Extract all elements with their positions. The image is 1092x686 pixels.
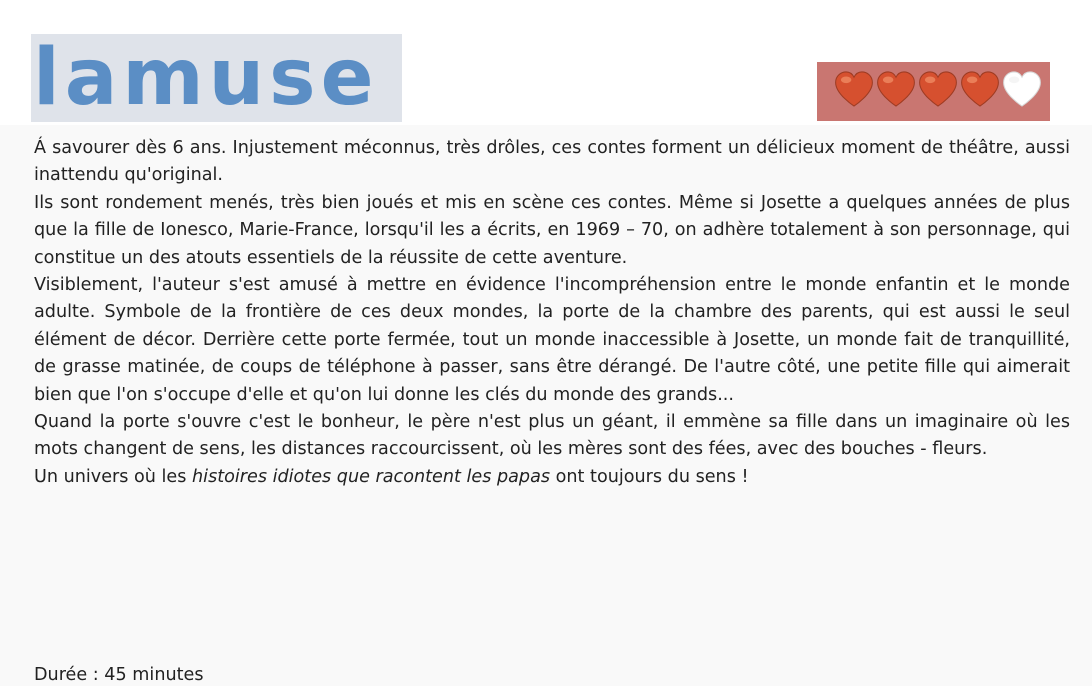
heart-filled-icon [917,68,959,110]
review-paragraph-4: Quand la porte s'ouvre c'est le bonheur, le père n'est plus un géant, il emmène sa fille dans un imaginaire où les mots changent de sens, les distances raccourcissent, où les mères sont des fées, avec des bouches - fleurs. [34,412,1070,460]
review-text [34,135,1070,491]
review-paragraph-5 [34,464,1070,491]
review-truncated-line: Durée : 45 minutes [34,665,204,685]
heart-empty-icon [1001,68,1043,110]
review-paragraph-3: Visiblement, l'auteur s'est amusé à mettre en évidence l'incompréhension entre le monde enfantin et le monde adulte. Symbole de la frontière de ces deux mondes, la porte de la chambre des parents, qui est aussi le seul élément de décor. Derrière cette porte fermée, tout un monde inaccessible à Josette, un monde fait de tranquillité, de grasse matinée, de coups de téléphone à passer, sans être dérangé. De l'autre côté, une petite fille qui aimerait bien que l'on s'occupe d'elle et qu'on lui donne les clés du monde des grands... [34,275,1070,405]
review-italic-quote: histoires idiotes que racontent les papas [192,466,551,487]
review-last-line-start: Un univers où les [34,466,193,487]
heart-filled-icon [959,68,1001,110]
rating-hearts [817,62,1050,121]
logo-text: lamuse [33,33,379,123]
heart-filled-icon [875,68,917,110]
review-paragraph-2: Ils sont rondement menés, très bien joués et mis en scène ces contes. Même si Josette a quelques années de plus que la fille de Ionesco, Marie-France, lorsqu'il les a écrits, en 1969 – 70, on adhère totalement à son personnage, qui constitue un des atouts essentiels de la réussite de cette aventure. [34,192,1070,268]
hearts-row [833,68,1043,110]
review-paragraph-1: Á savourer dès 6 ans. Injustement méconnus, très drôles, ces contes forment un délicieux moment de théâtre, aussi inattendu qu'original. [34,138,1070,186]
review-body [0,125,1092,686]
logo [31,34,402,122]
heart-filled-icon [833,68,875,110]
review-last-line-end: ont toujours du sens ! [550,466,749,487]
